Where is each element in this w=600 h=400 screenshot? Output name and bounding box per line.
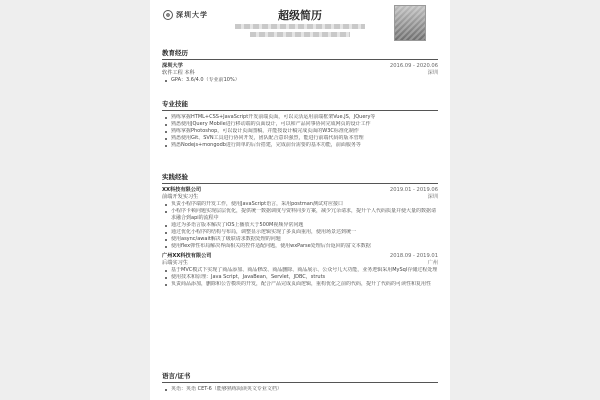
profile-photo	[394, 5, 426, 41]
resume-title: 超级简历	[278, 9, 322, 22]
skills-section	[162, 99, 438, 149]
list-item: 小程序卡顿问题实现层层优化，提供统一数据调度与资料同步方案，减少冗余请求，提升个人代码质量并使大量的数据请求融合到api的流程中	[162, 208, 438, 222]
list-item: 使用async/await解决了级联请求数据处理的问题	[162, 236, 438, 243]
list-item: 基于MVC模式下实现了商品添加、商品修改、商品删除、商品展示、公众号几大功能，业务逻辑采用MySql存储过程处理	[162, 267, 438, 274]
blurred-contact-info-2	[250, 32, 350, 37]
job-role: 后端实习生	[162, 260, 188, 266]
school-name: 深圳大学	[162, 63, 183, 69]
list-item: 熟练掌握Photoshop，可以设计页面图稿，并能按设计稿完成页面的W3C标准化制作	[162, 128, 438, 135]
company-name: 广州XX科技有限公司	[162, 253, 212, 259]
list-item: 负责小程序端的开发工作，使用JavaScript语言，采用postman测试对应接口	[162, 201, 438, 208]
list-item: 英语：英语 CET-6（能够熟练阅读英文专业文档）	[162, 386, 438, 393]
list-item: 熟悉使用JQuery Mobile进行移动端的页面设计，可以和产品同事协同完成网页的设计工作	[162, 121, 438, 128]
section-heading: 实践经验	[162, 172, 438, 184]
company-name: XX科技有限公司	[162, 187, 202, 193]
experience-section	[162, 172, 438, 288]
list-item: 负责商品添加，删除和公告模块的开发，配合产品完成页面逻辑，重构优化之前的代码，提升了代码的可读性和复用性	[162, 281, 438, 288]
location: 深圳	[427, 70, 438, 76]
date-range: 2018.09 - 2019.01	[389, 253, 438, 259]
languages-section	[162, 371, 438, 393]
section-heading: 教育经历	[162, 48, 438, 60]
major: 软件工程 本科	[162, 70, 195, 76]
list-item: GPA：3.6/4.0（专业前10%）	[162, 77, 438, 84]
education-section	[162, 48, 438, 84]
list-item: 通过为多语言版本解决了iOS上播放大于500M视频异常问题	[162, 222, 438, 229]
blurred-contact-info	[235, 24, 365, 29]
section-heading: 专业技能	[162, 99, 438, 111]
section-heading: 语言/证书	[162, 371, 438, 383]
date-range: 2019.01 - 2019.06	[389, 187, 438, 193]
list-item: 通过优化小程序的结构与布局，调整显示逻辑实现了多页面重用，使用场景达到统一	[162, 229, 438, 236]
school-logo-text: 深圳大学	[176, 11, 208, 19]
location: 广州	[427, 260, 438, 266]
list-item: 使用技术和原理：Java Script，JavaBean，Servlet，JDBC，struts	[162, 274, 438, 281]
resume-page	[150, 0, 450, 400]
list-item: 熟练掌握HTML+CSS+JavaScript开发前端页面，可以灵活运用前端框架Vue.JS，JQuery等	[162, 114, 438, 121]
resume-header	[150, 0, 450, 48]
location: 深圳	[427, 194, 438, 200]
list-item: 熟悉使用Git、SVN工具进行协同开发，团队配合意识强烈，能进行前端代码的版本管理	[162, 135, 438, 142]
job-role: 前端开发实习生	[162, 194, 199, 200]
list-item: 使用flex弹性布局解决界面相关的控件适配问题，使用wxParse处理后台返回的富文本数据	[162, 243, 438, 250]
list-item: 熟悉Nodejs+mongodb进行简单的后台搭建，完成前台需要的基本功能，前面服务等	[162, 142, 438, 149]
date-range: 2016.09 - 2020.06	[389, 63, 438, 69]
